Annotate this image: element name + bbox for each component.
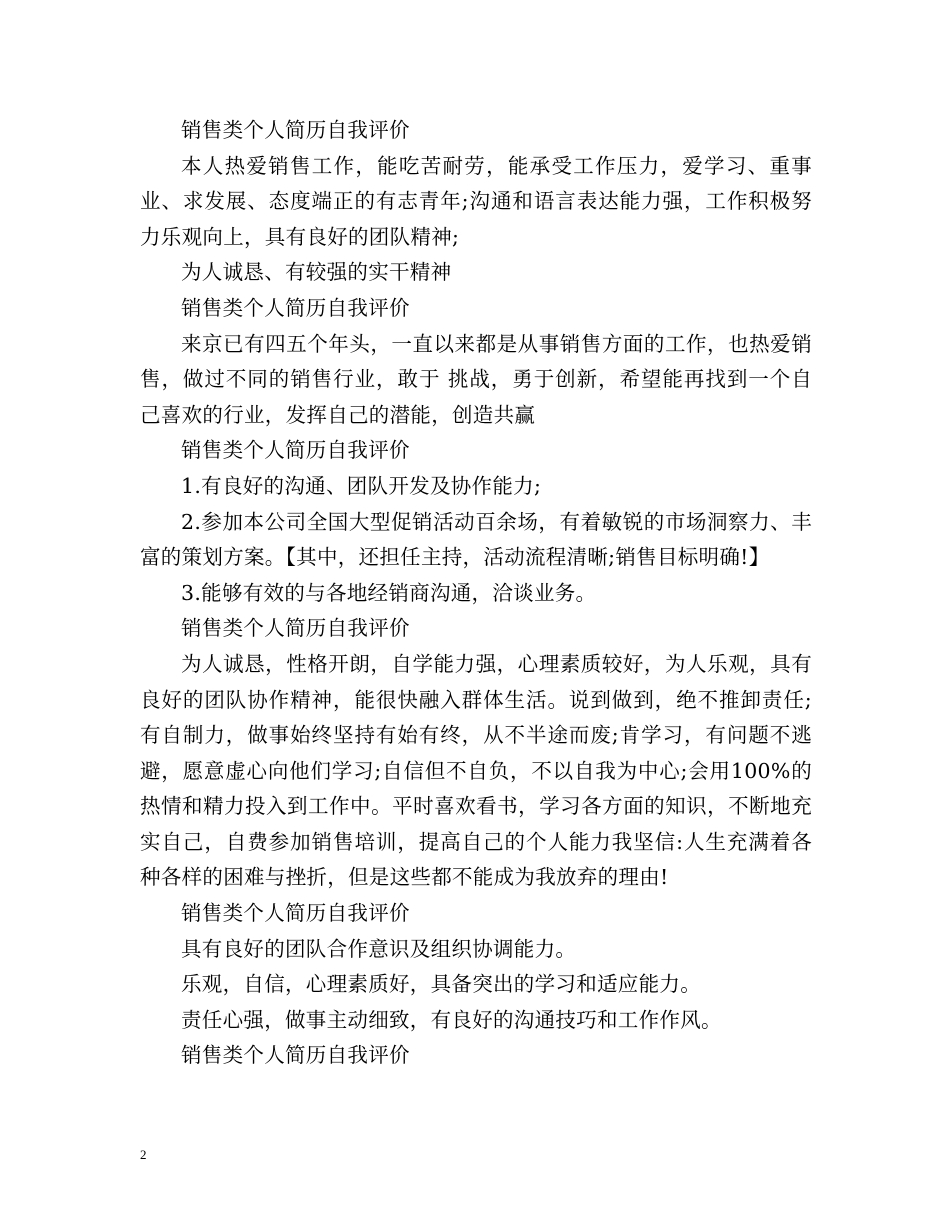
section-heading: 销售类个人简历自我评价 — [181, 1043, 410, 1068]
body-paragraph: 为人诚恳、有较强的实干精神 — [181, 260, 452, 285]
section-heading: 销售类个人简历自我评价 — [181, 118, 410, 142]
list-item: 3.能够有效的与各地经销商沟通，洽谈业务。 — [181, 580, 597, 605]
body-paragraph: 为人诚恳，性格开朗，自学能力强，心理素质较好，为人乐观，具有良好的团队协作精神，能很快融入群体生活。说到做到，绝不推卸责任;有自制力，做事始终坚持有始有终，从不半途而废;肯学习，有问题不逃避，愿意虚心向他们学习;自信但不自负，不以自我为中心;会用100%的热情和精力投入到工作中。平时喜欢看书，学习各方面的知识，不断地充实自己，自费参加销售培训，提高自己的个人能力我坚信:人生充满着各种各样的困难与挫折，但是这些都不能成为我放弃的理由! — [140, 651, 812, 890]
document-body — [140, 113, 812, 1074]
page-number: 2 — [140, 1147, 147, 1162]
list-item: 2.参加本公司全国大型促销活动百余场，有着敏锐的市场洞察力、丰富的策划方案。【其中，还担任主持，活动流程清晰;销售目标明确!】 — [140, 509, 812, 570]
section-heading: 销售类个人简历自我评价 — [181, 295, 410, 320]
list-item: 1.有良好的沟通、团队开发及协作能力; — [181, 473, 542, 498]
body-paragraph: 具有良好的团队合作意识及组织协调能力。 — [181, 936, 577, 961]
section-heading: 销售类个人简历自我评价 — [181, 901, 410, 926]
section-heading: 销售类个人简历自我评价 — [181, 438, 410, 463]
body-paragraph: 责任心强，做事主动细致，有良好的沟通技巧和工作作风。 — [181, 1007, 722, 1032]
section-heading: 销售类个人简历自我评价 — [181, 616, 410, 641]
body-paragraph: 来京已有四五个年头，一直以来都是从事销售方面的工作，也热爱销售，做过不同的销售行业，敢于 挑战，勇于创新，希望能再找到一个自己喜欢的行业，发挥自己的潜能，创造共赢 — [140, 331, 812, 427]
body-paragraph: 乐观，自信，心理素质好，具备突出的学习和适应能力。 — [181, 972, 701, 997]
body-paragraph: 本人热爱销售工作，能吃苦耐劳，能承受工作压力，爱学习、重事业、求发展、态度端正的有志青年;沟通和语言表达能力强，工作积极努力乐观向上，具有良好的团队精神; — [140, 153, 812, 249]
